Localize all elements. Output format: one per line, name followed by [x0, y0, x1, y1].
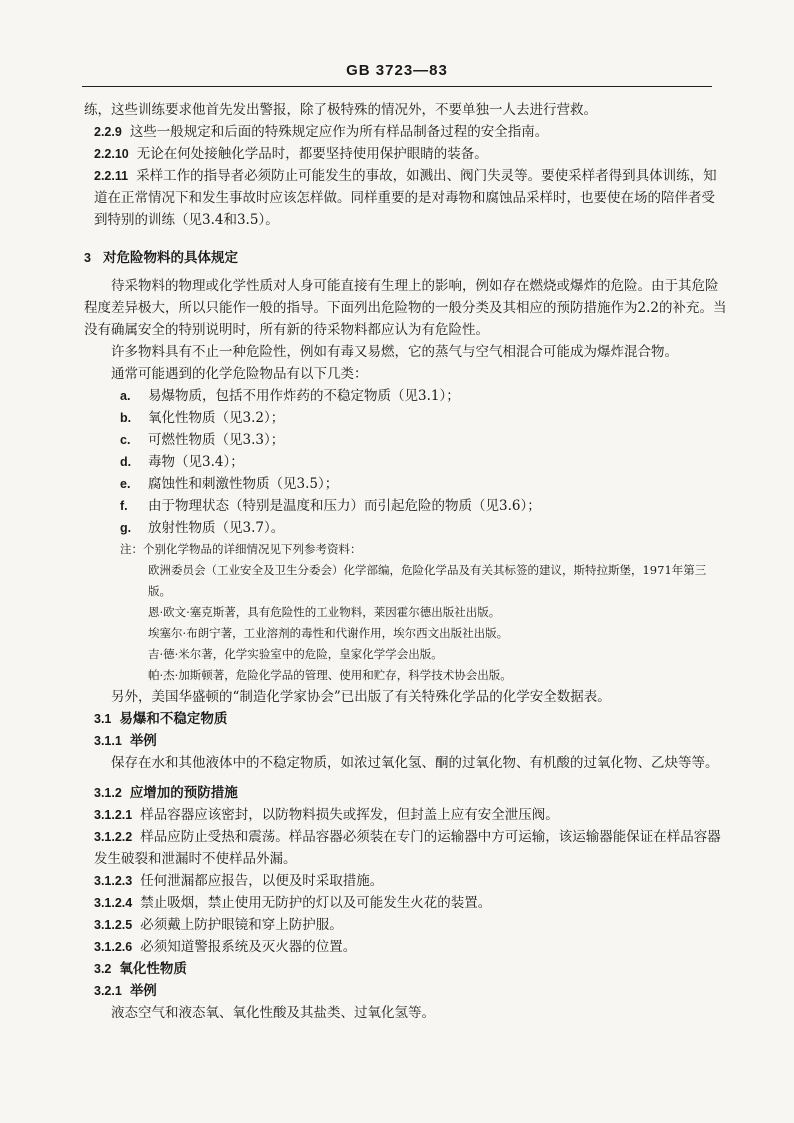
paragraph: 许多物料具有不止一种危险性，例如有毒又易燃，它的蒸气与空气相混合可能成为爆炸混合物。 [111, 344, 678, 360]
section-3-1-heading [84, 708, 728, 730]
section-title: 易爆和不稳定物质 [119, 711, 228, 727]
section-number: 3.1 [94, 712, 112, 726]
list-item-text: 放射性物质（见3.7）。 [148, 520, 285, 536]
list-item-text: 易爆物质，包括不用作炸药的不稳定物质（见3.1）； [148, 388, 460, 404]
clause-text: 禁止吸烟，禁止使用无防护的灯以及可能发生火花的装置。 [140, 895, 492, 911]
reference-item: 恩·欧文·塞克斯著，具有危险性的工业物料，莱因霍尔德出版社出版。 [148, 605, 501, 619]
clause-2-2-9 [84, 121, 728, 143]
list-item-label: a. [120, 389, 131, 403]
section-3-heading [84, 247, 728, 269]
clause-3-1-2-3 [84, 870, 728, 892]
list-item [84, 517, 728, 539]
section-title: 氧化性物质 [119, 961, 187, 977]
section-3-1-2-heading [84, 782, 728, 804]
section-number: 3 [84, 251, 91, 265]
clause-text: 必须戴上防护眼镜和穿上防护服。 [140, 917, 343, 933]
list-item-label: e. [120, 477, 131, 491]
note-heading: 注：个别化学物品的详细情况见下列参考资料： [120, 542, 362, 556]
section-number: 3.1.1 [94, 734, 122, 748]
clause-3-1-2-4 [84, 892, 728, 914]
clause-number: 3.1.2.2 [94, 830, 133, 844]
reference-item: 欧洲委员会（工业安全及卫生分委会）化学部编，危险化学品及有关其标签的建议，斯特拉斯堡，1971年第三版。 [148, 563, 707, 598]
reference-note [84, 539, 728, 686]
list-item-text: 毒物（见3.4）； [148, 454, 244, 470]
paragraph: 待采物料的物理或化学性质对人身可能直接有生理上的影响，例如存在燃烧或爆炸的危险。由于其危险程度差异极大，所以只能作一般的指导。下面列出危险物的一般分类及其相应的预防措施作为2.2的补充。当没有确属安全的特别说明时，所有新的待采物料都应认为有危险性。 [84, 278, 727, 338]
standard-number: GB 3723—83 [346, 62, 448, 79]
list-item-text: 由于物理状态（特别是温度和压力）而引起危险的物质（见3.6）； [148, 498, 541, 514]
clause-2-2-11 [84, 165, 728, 231]
clause-number: 3.1.2.4 [94, 896, 133, 910]
clause-text: 必须知道警报系统及灭火器的位置。 [140, 939, 357, 955]
hazard-list [84, 385, 728, 539]
clause-number: 3.1.2.3 [94, 874, 133, 888]
list-item [84, 473, 728, 495]
section-title: 举例 [129, 983, 157, 999]
paragraph: 保存在水和其他液体中的不稳定物质，如浓过氧化氢、酮的过氧化物、有机酸的过氧化物、乙炔等等。 [111, 755, 719, 771]
list-item-text: 氧化性物质（见3.2）； [148, 410, 285, 426]
clause-text: 任何泄漏都应报告，以便及时采取措施。 [140, 873, 384, 889]
list-item [84, 495, 728, 517]
clause-text: 样品容器应该密封，以防物料损失或挥发，但封盖上应有安全泄压阀。 [140, 807, 559, 823]
page-body [84, 99, 728, 1024]
list-item [84, 407, 728, 429]
clause-number: 3.1.2.6 [94, 940, 133, 954]
header-rule [82, 86, 712, 87]
clause-number: 2.2.11 [94, 169, 129, 183]
clause-text: 样品应防止受热和震荡。样品容器必须装在专门的运输器中方可运输，该运输器能保证在样品容器发生破裂和泄漏时不使样品外漏。 [94, 829, 721, 867]
section-number: 3.2.1 [94, 984, 122, 998]
clause-text: 采样工作的指导者必须防止可能发生的事故，如溅出、阀门失灵等。要使采样者得到具体训练，知道在正常情况下和发生事故时应该怎样做。同样重要的是对毒物和腐蚀品采样时，也要使在场的陪伴者受到特别的训练（见3.4和3.5）。 [94, 168, 717, 228]
clause-number: 2.2.9 [94, 125, 122, 139]
clause-number: 3.1.2.5 [94, 918, 133, 932]
section-3-1-1-heading [84, 730, 728, 752]
section-3-2-1-heading [84, 980, 728, 1002]
clause-2-2-10 [84, 143, 728, 165]
clause-number: 2.2.10 [94, 147, 129, 161]
section-title: 举例 [129, 733, 157, 749]
reference-item: 埃塞尔·布朗宁著，工业溶剂的毒性和代谢作用，埃尔西文出版社出版。 [148, 626, 509, 640]
clause-3-1-2-1 [84, 804, 728, 826]
section-number: 3.2 [94, 962, 112, 976]
section-title: 对危险物料的具体规定 [102, 250, 238, 266]
list-item [84, 451, 728, 473]
list-item-label: f. [120, 499, 128, 513]
paragraph: 液态空气和液态氧、氧化性酸及其盐类、过氧化氢等。 [111, 1005, 435, 1021]
section-3-2-heading [84, 958, 728, 980]
clause-text: 这些一般规定和后面的特殊规定应作为所有样品制备过程的安全指南。 [129, 124, 549, 140]
paragraph: 通常可能遇到的化学危险物品有以下几类： [111, 366, 368, 382]
list-item-label: d. [120, 455, 132, 469]
clause-3-1-2-5 [84, 914, 728, 936]
list-item [84, 385, 728, 407]
section-title: 应增加的预防措施 [129, 785, 238, 801]
list-item-text: 腐蚀性和刺激性物质（见3.5）； [148, 476, 339, 492]
list-item-label: b. [120, 411, 132, 425]
reference-item: 吉·德·米尔著，化学实验室中的危险，皇家化学学会出版。 [148, 647, 443, 661]
clause-text: 无论在何处接触化学品时，都要坚持使用保护眼睛的装备。 [136, 146, 488, 162]
section-number: 3.1.2 [94, 786, 122, 800]
list-item-label: c. [120, 433, 131, 447]
reference-item: 帕·杰·加斯顿著，危险化学品的管理、使用和贮存，科学技术协会出版。 [148, 668, 512, 682]
paragraph-continuation: 练，这些训练要求他首先发出警报，除了极特殊的情况外，不要单独一人去进行营救。 [84, 102, 597, 118]
list-item [84, 429, 728, 451]
clause-3-1-2-2 [84, 826, 728, 870]
list-item-label: g. [120, 521, 132, 535]
clause-number: 3.1.2.1 [94, 808, 133, 822]
list-item-text: 可燃性物质（见3.3）； [148, 432, 285, 448]
clause-3-1-2-6 [84, 936, 728, 958]
paragraph: 另外，美国华盛顿的“制造化学家协会”已出版了有关特殊化学品的化学安全数据表。 [111, 689, 611, 705]
